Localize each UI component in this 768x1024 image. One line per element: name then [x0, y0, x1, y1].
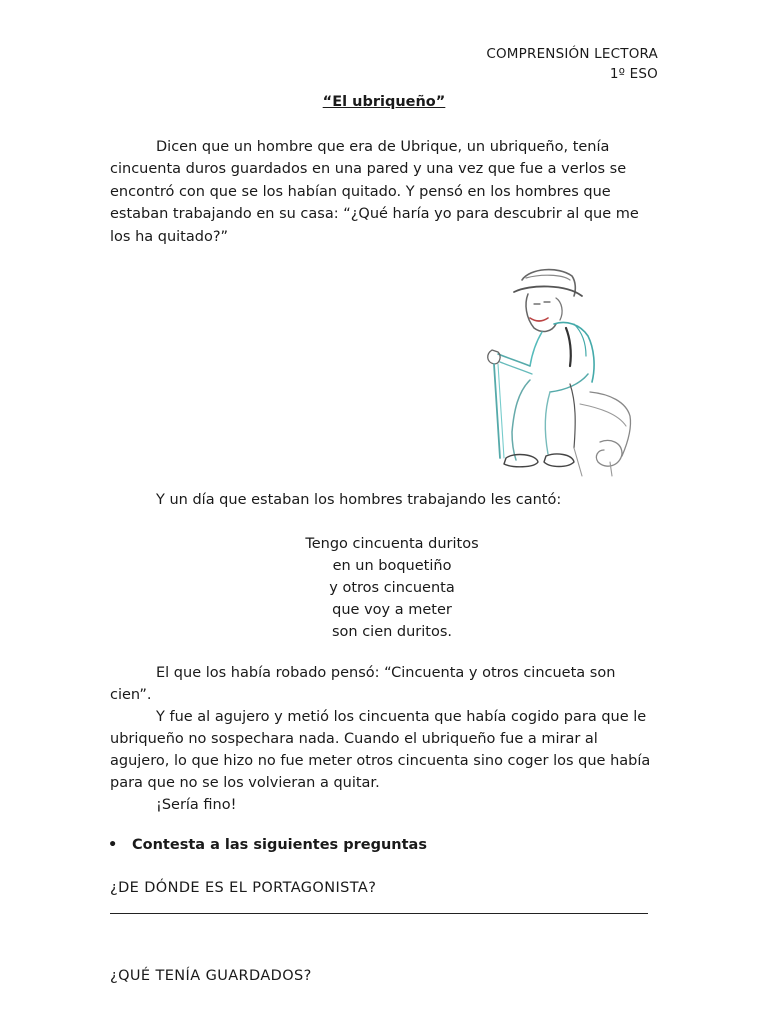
- document-header: [486, 44, 658, 84]
- sang-line: Y un día que estaban los hombres trabajando les cantó:: [156, 492, 562, 508]
- bullet-icon: •: [108, 837, 118, 853]
- poem-line: que voy a meter: [332, 602, 452, 618]
- story-paragraph-1-text: Dicen que un hombre que era de Ubrique, un ubriqueño, tenía cincuenta duros guardados en una pared y una vez que fue a verlos se encontró con que se los habían quitado. Y pensó en los hombres que estaban trabajando en su casa: “¿Qué haría yo para descubrir al que me los ha quitado?”: [110, 139, 639, 245]
- story-paragraph-3-line-1: El que los había robado pensó: “Cincuenta y otros cincueta son cien”.: [110, 665, 616, 703]
- story-paragraph-3-line-2: Y fue al agujero y metió los cincuenta que había cogido para que le ubriqueño no sospechara nada. Cuando el ubriqueño fue a mirar al agujero, lo que hizo no fue meter otros cincuenta sino coger los que había para que no se los volvieran a quitar.: [110, 709, 651, 791]
- answer-line[interactable]: [110, 913, 648, 914]
- poem: [0, 533, 768, 643]
- story-closing-exclamation: ¡Sería fino!: [156, 797, 237, 813]
- questions-heading-text: Contesta a las siguientes preguntas: [132, 837, 427, 853]
- story-paragraph-3: [110, 662, 658, 816]
- poem-line: y otros cincuenta: [329, 580, 455, 596]
- header-course-title: COMPRENSIÓN LECTORA: [486, 46, 658, 62]
- question-2: ¿QUÉ TENÍA GUARDADOS?: [110, 968, 312, 984]
- poem-line: son cien duritos.: [331, 624, 453, 640]
- header-grade: 1º ESO: [609, 66, 658, 82]
- story-paragraph-1: [110, 136, 658, 248]
- old-man-illustration: [470, 262, 640, 488]
- question-1: ¿DE DÓNDE ES EL PORTAGONISTA?: [110, 880, 377, 896]
- questions-heading: [108, 837, 427, 853]
- poem-line: en un boquetiño: [332, 558, 452, 574]
- story-title: “El ubriqueño”: [322, 94, 446, 110]
- poem-line: Tengo cincuenta duritos: [305, 536, 479, 552]
